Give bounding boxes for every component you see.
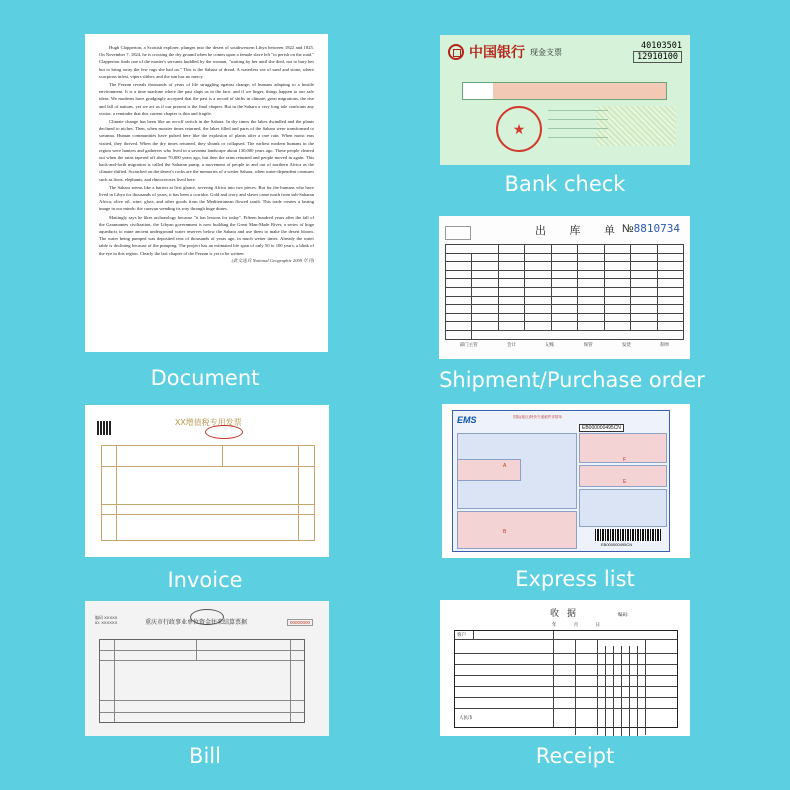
- invoice-sample-card: [85, 405, 329, 557]
- check-body: [448, 80, 682, 160]
- warehouse-box: [445, 226, 471, 240]
- barcode-icon: [595, 529, 661, 541]
- document-paragraph: Hugh Clapperton, a Scottish explorer, plunges into the desert of southwestern Libya between 1822 and 1825. On November 7, 1824, he is crossing the dry ground when he comes upon a female slave left "to perish on the road." Clapperton finds one of the master's servants huddled by the woman, "waiting by her until she died, not to bury her but to bring away the few rags she had on." This is the Sahara of dread. A waterless sea of sand and stone, where scorpions infest, vipers slither, and the sun has no mercy.: [99, 45, 314, 79]
- shipment-table: [445, 244, 684, 340]
- bill-title: 重庆市行政事业单位资金往来结算票据: [145, 619, 248, 626]
- document-paragraph: The Fezzan reveals thousands of years of life struggling against change, of humans adapting to a hostile environment. It is a time machine where the past slaps us in the face, and if we linger, things happen to our safe ideas. We moderns have grudgingly accepted that the past is a record of shifts in climate, great migrations, the rise and fall of nations, yet we act as if our present is the final chapter. But in the Sahara a very long tale confronts any visitor, a reminder that this current chapter is thin and fragile.: [99, 82, 314, 116]
- bill-number: 00000000: [287, 619, 313, 626]
- caption-bank-check: Bank check: [504, 172, 626, 196]
- receipt-number-label: 编码:: [618, 612, 629, 617]
- security-pattern: [596, 106, 676, 146]
- caption-receipt: Receipt: [535, 744, 615, 768]
- bank-check-sample-card: [440, 35, 690, 165]
- receipt-title: 收据: [550, 609, 585, 619]
- receipt-sample-card: [440, 600, 690, 736]
- express-tracking-number: EB000000495CN: [579, 424, 624, 432]
- express-form: EMS 国际(地区)特快专递邮件详情单 EB000000495CN A F B E EB000000495CN: [452, 410, 670, 552]
- check-type: 现金支票: [530, 47, 562, 57]
- caption-document: Document: [150, 366, 260, 390]
- document-source: (此文选自 National Geographic 2009 年刊): [231, 257, 314, 263]
- check-number-bottom: 12910100: [633, 51, 682, 63]
- caption-bill: Bill: [189, 744, 221, 768]
- invoice-table: [101, 445, 315, 541]
- receipt-date: 年 月 日: [552, 622, 609, 627]
- bill-table: [99, 639, 305, 723]
- shipment-number: №8810734: [621, 222, 680, 235]
- bank-logo-icon: [448, 44, 464, 60]
- receipt-table: [454, 630, 678, 728]
- ems-logo: EMS: [457, 415, 477, 425]
- shipment-title: 出 库 单: [535, 224, 625, 237]
- document-paragraph: Mattingly says he likes archaeology because "it has lessons for today". Fifteen hundred years after the fall of the Garamantes civilization, the Libyan government is now building the Great Man-Made River, a series of huge aqueducts to mine ancient underground water reserves below the Sahara and use them to make the desert bloom. The water being pumped was deposited tens of thousands of years ago, in much wetter times. Already the water table is declining because of the pumping. The project has an estimated life span of only 50 to 100 years, a blink of the eye in this region. Clearly the last chapter of the Fezzan is yet to be written.: [99, 214, 314, 256]
- qr-code-icon: [97, 421, 111, 435]
- document-paragraph: The Sahara seems like a barrier at first glance, severing Africa into two pieces. But for the humans who have lived in Libya for thousands of years, it has been a corridor. Gold and ivory and slaves came north from sub-Saharan Africa; olive oil, wine, glass, and other goods from the Mediterranean flowed south. This trade creates a lasting image in our minds: the caravan wending its way through huge dunes.: [99, 184, 314, 212]
- express-header: 国际(地区)特快专递邮件详情单: [513, 415, 563, 419]
- caption-express: Express list: [515, 567, 635, 591]
- shipment-footer: 部门主管 会计 记账 保管 发货 制单: [459, 341, 670, 347]
- caption-invoice: Invoice: [167, 568, 243, 592]
- receipt-total-label: 人民币: [459, 715, 473, 720]
- bill-sample-card: [85, 601, 329, 736]
- red-stamp-icon: ★: [496, 106, 542, 152]
- barcode-text: EB000000495CN: [601, 542, 633, 547]
- invoice-seal-icon: [205, 425, 243, 439]
- shipment-order-sample-card: [439, 216, 690, 359]
- check-numbers: [633, 41, 682, 63]
- caption-shipment: Shipment/Purchase order: [439, 368, 705, 392]
- check-number-top: 40103501: [641, 41, 682, 51]
- receipt-customer-label: 客户: [457, 632, 466, 637]
- express-list-sample-card: [442, 404, 690, 558]
- bill-code: 编码 XXXXX ID: XXXXXX: [95, 615, 118, 625]
- amount-field: [462, 82, 667, 100]
- check-header: [440, 35, 690, 69]
- bank-name: 中国银行: [469, 45, 525, 61]
- invoice-title: XX增值税专用发票: [175, 418, 242, 427]
- document-sample-card: [85, 34, 328, 352]
- document-paragraph: Climate change has been like an on-off switch in the Sahara. In dry times the lakes dwindled and the plants declined to niches. Then, when moister times returned, the lakes filled and parts of the Sahara were transformed to savanna. Human communities have pulsed here like the explosion of plants after a rare rain. When moist eras visited, they thrived. When the dry times returned, they shrank or collapsed. The earliest modern humans in the region were hunters and gatherers who lived in a savanna landscape about 130,000 years ago. These people cleared out when the rains tapered off about 70,000 years ago, but then the rains returned and people moved in again. This back-and-forth migration is called the Saharan pump, a movement of people in and out of northern Africa as the climate shifted. Scratched on the desert's rocks are the memories of a wetter Sahara, when water-dependent creatures such as lions, elephants, and rhinoceroses lived here.: [99, 119, 314, 182]
